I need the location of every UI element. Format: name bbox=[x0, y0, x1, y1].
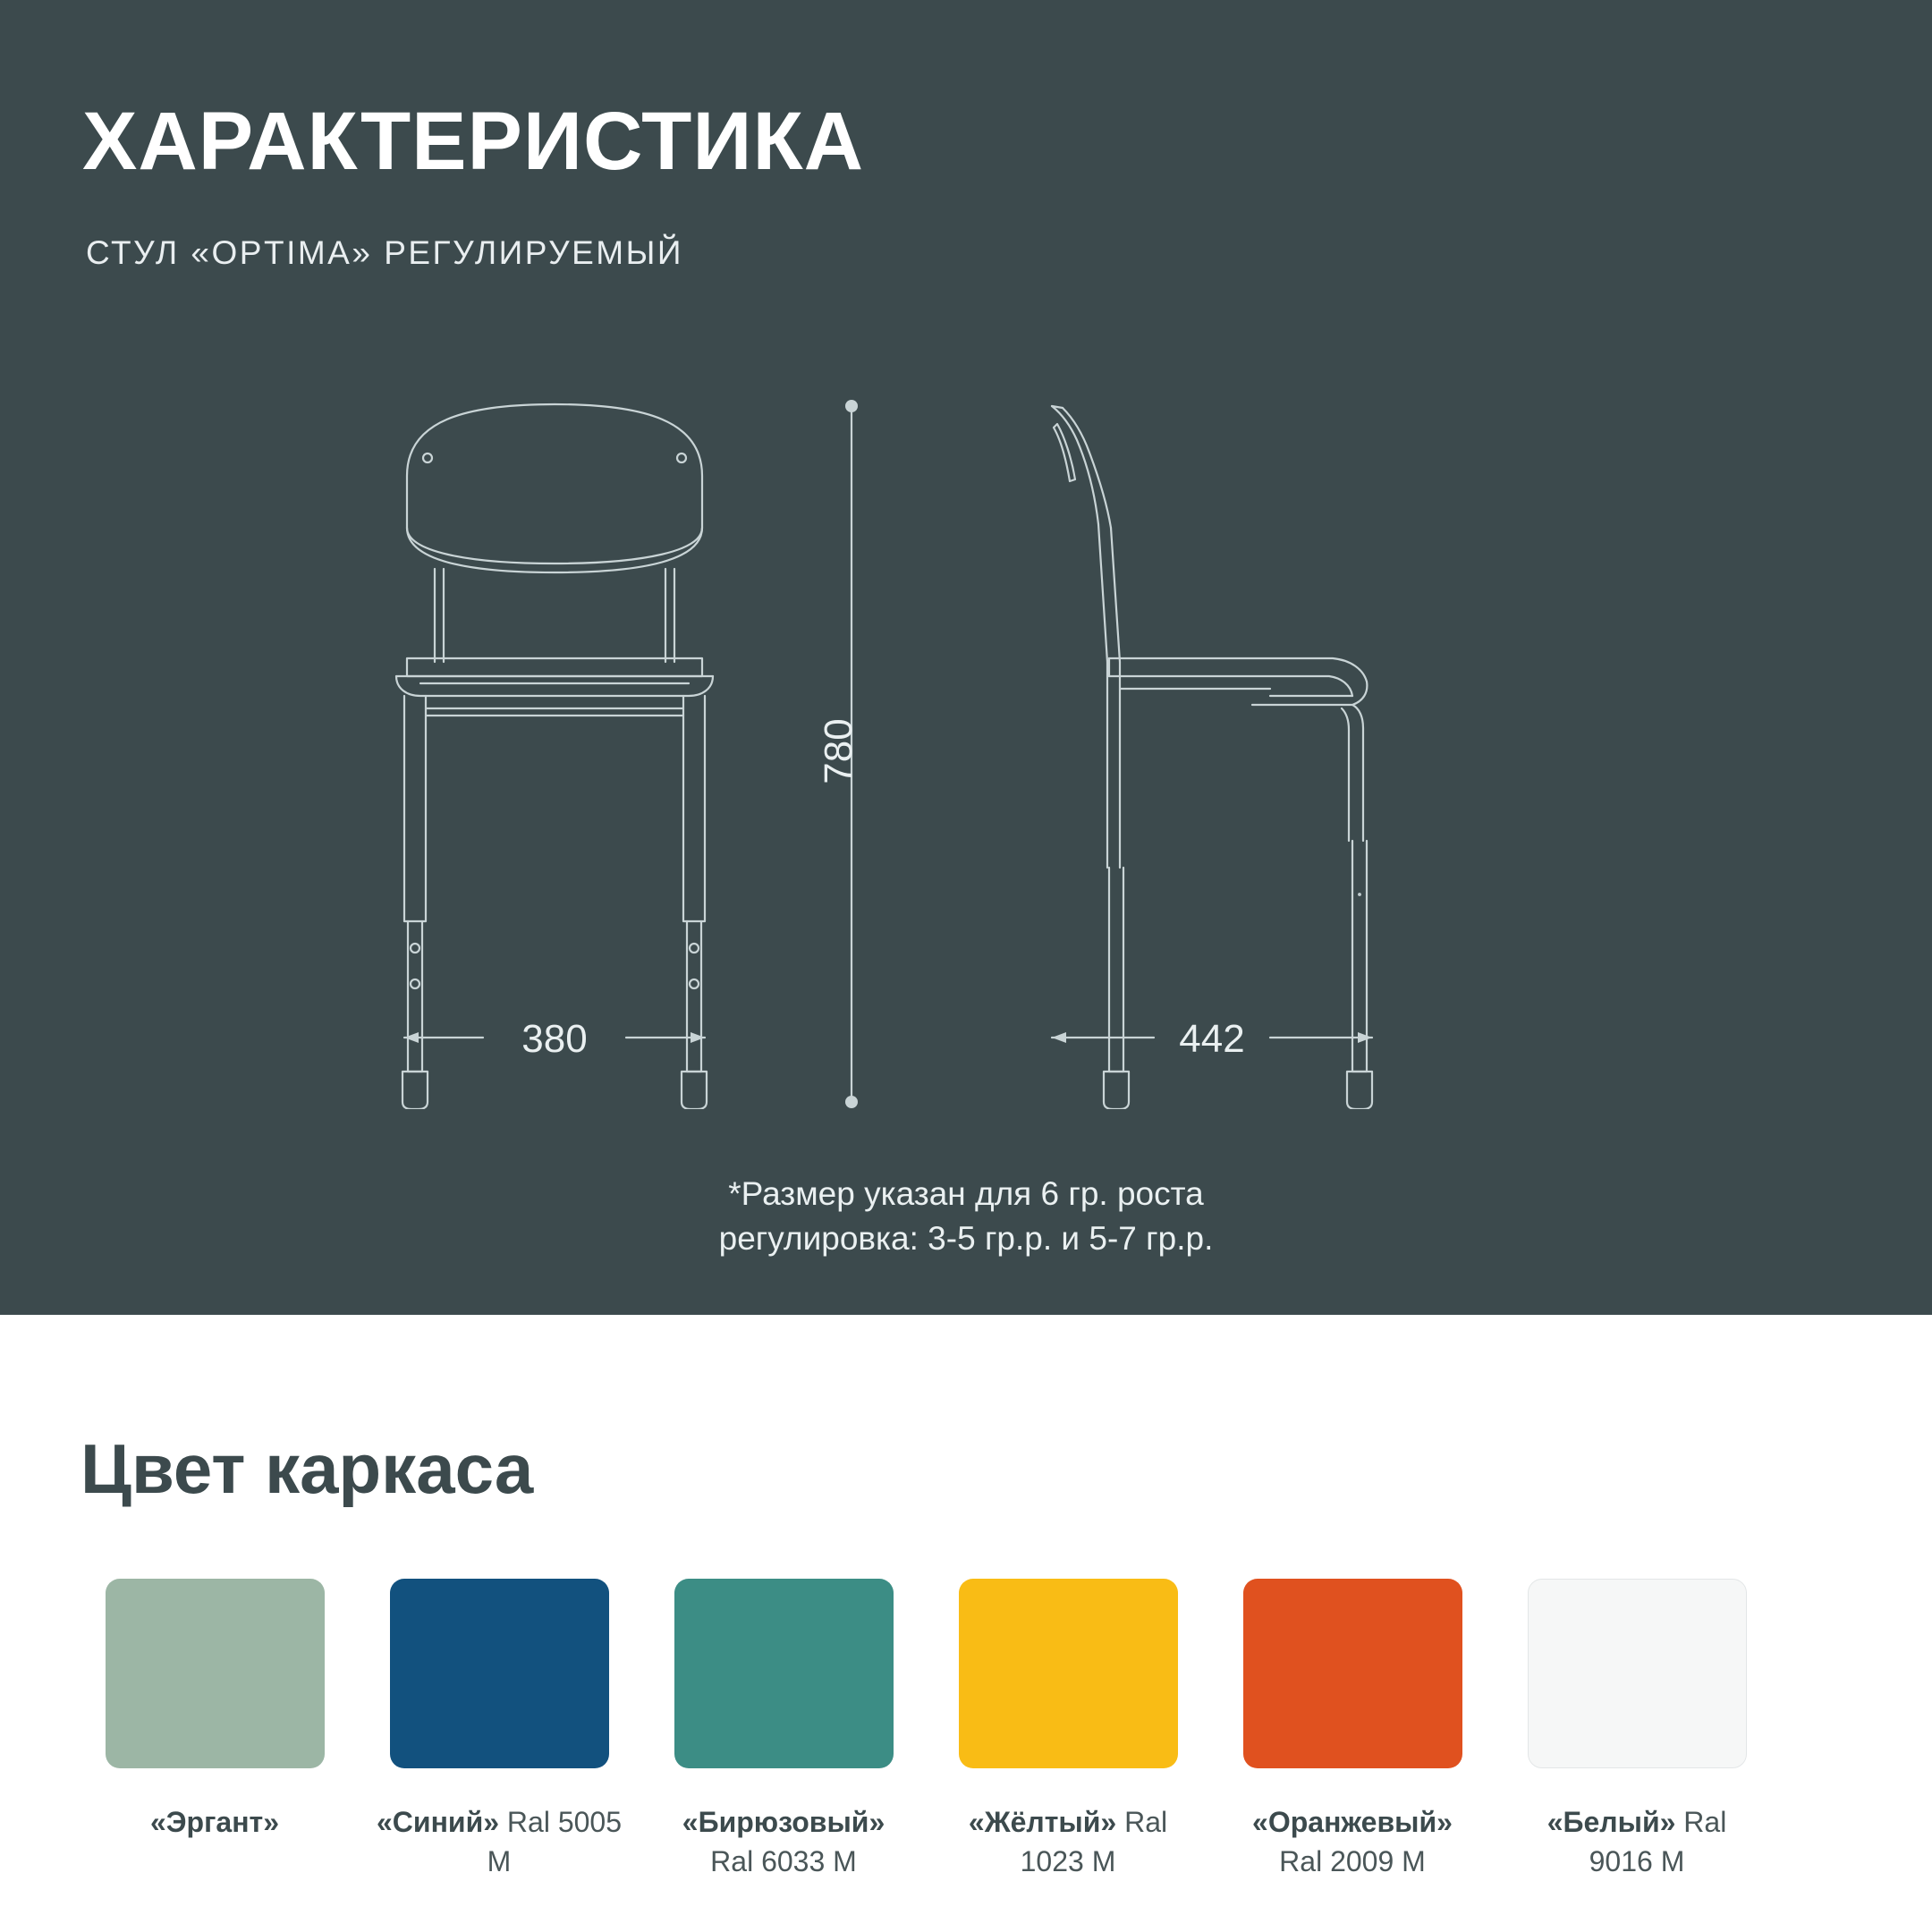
color-ral: Ral 6033 M bbox=[710, 1845, 857, 1878]
frame-colors-list bbox=[89, 1579, 1869, 1881]
color-ral: Ral 1023 M bbox=[1020, 1806, 1168, 1878]
side-view-group bbox=[1052, 406, 1372, 1109]
color-ral: Ral 9016 M bbox=[1589, 1806, 1727, 1878]
color-name: «Эргант» bbox=[149, 1806, 280, 1838]
color-swatch-blue[interactable] bbox=[374, 1579, 624, 1881]
size-note bbox=[0, 1172, 1932, 1261]
size-note-line-1: *Размер указан для 6 гр. роста bbox=[728, 1175, 1204, 1212]
color-caption bbox=[374, 1802, 624, 1881]
color-name: «Бирюзовый» bbox=[682, 1806, 886, 1838]
color-chip[interactable] bbox=[106, 1579, 325, 1768]
dimension-width-side-label: 442 bbox=[1179, 1017, 1245, 1061]
color-swatch-orange[interactable] bbox=[1227, 1579, 1478, 1881]
size-note-line-2: регулировка: 3-5 гр.р. и 5-7 гр.р. bbox=[718, 1219, 1214, 1257]
color-ral: Ral 5005 M bbox=[487, 1806, 623, 1878]
color-name: «Жёлтый» bbox=[968, 1806, 1117, 1838]
color-caption bbox=[943, 1802, 1193, 1881]
color-caption bbox=[1512, 1802, 1762, 1881]
color-swatch-white[interactable] bbox=[1512, 1579, 1762, 1881]
dimension-width-front-label: 380 bbox=[521, 1017, 588, 1061]
color-name: «Синий» bbox=[376, 1806, 500, 1838]
color-caption bbox=[1227, 1802, 1478, 1881]
color-swatch-ergant[interactable] bbox=[89, 1579, 340, 1881]
color-caption bbox=[658, 1802, 909, 1881]
color-chip[interactable] bbox=[1528, 1579, 1747, 1768]
color-ral: Ral 2009 M bbox=[1279, 1845, 1426, 1878]
color-swatch-yellow[interactable] bbox=[943, 1579, 1193, 1881]
front-view-group bbox=[396, 404, 713, 1109]
frame-colors-title: Цвет каркаса bbox=[80, 1428, 534, 1508]
color-caption bbox=[150, 1802, 279, 1842]
color-chip[interactable] bbox=[674, 1579, 894, 1768]
product-subtitle: СТУЛ «OPTIMA» РЕГУЛИРУЕМЫЙ bbox=[86, 234, 683, 271]
color-swatch-turquoise[interactable] bbox=[658, 1579, 909, 1881]
color-chip[interactable] bbox=[959, 1579, 1178, 1768]
chair-technical-drawing bbox=[0, 394, 1932, 1109]
color-chip[interactable] bbox=[390, 1579, 609, 1768]
color-name: «Белый» bbox=[1546, 1806, 1676, 1838]
color-chip[interactable] bbox=[1243, 1579, 1462, 1768]
dimension-height-label: 780 bbox=[817, 718, 860, 784]
frame-colors-section bbox=[0, 1315, 1932, 1932]
color-name: «Оранжевый» bbox=[1252, 1806, 1453, 1838]
page-title: ХАРАКТЕРИСТИКА bbox=[82, 95, 865, 187]
